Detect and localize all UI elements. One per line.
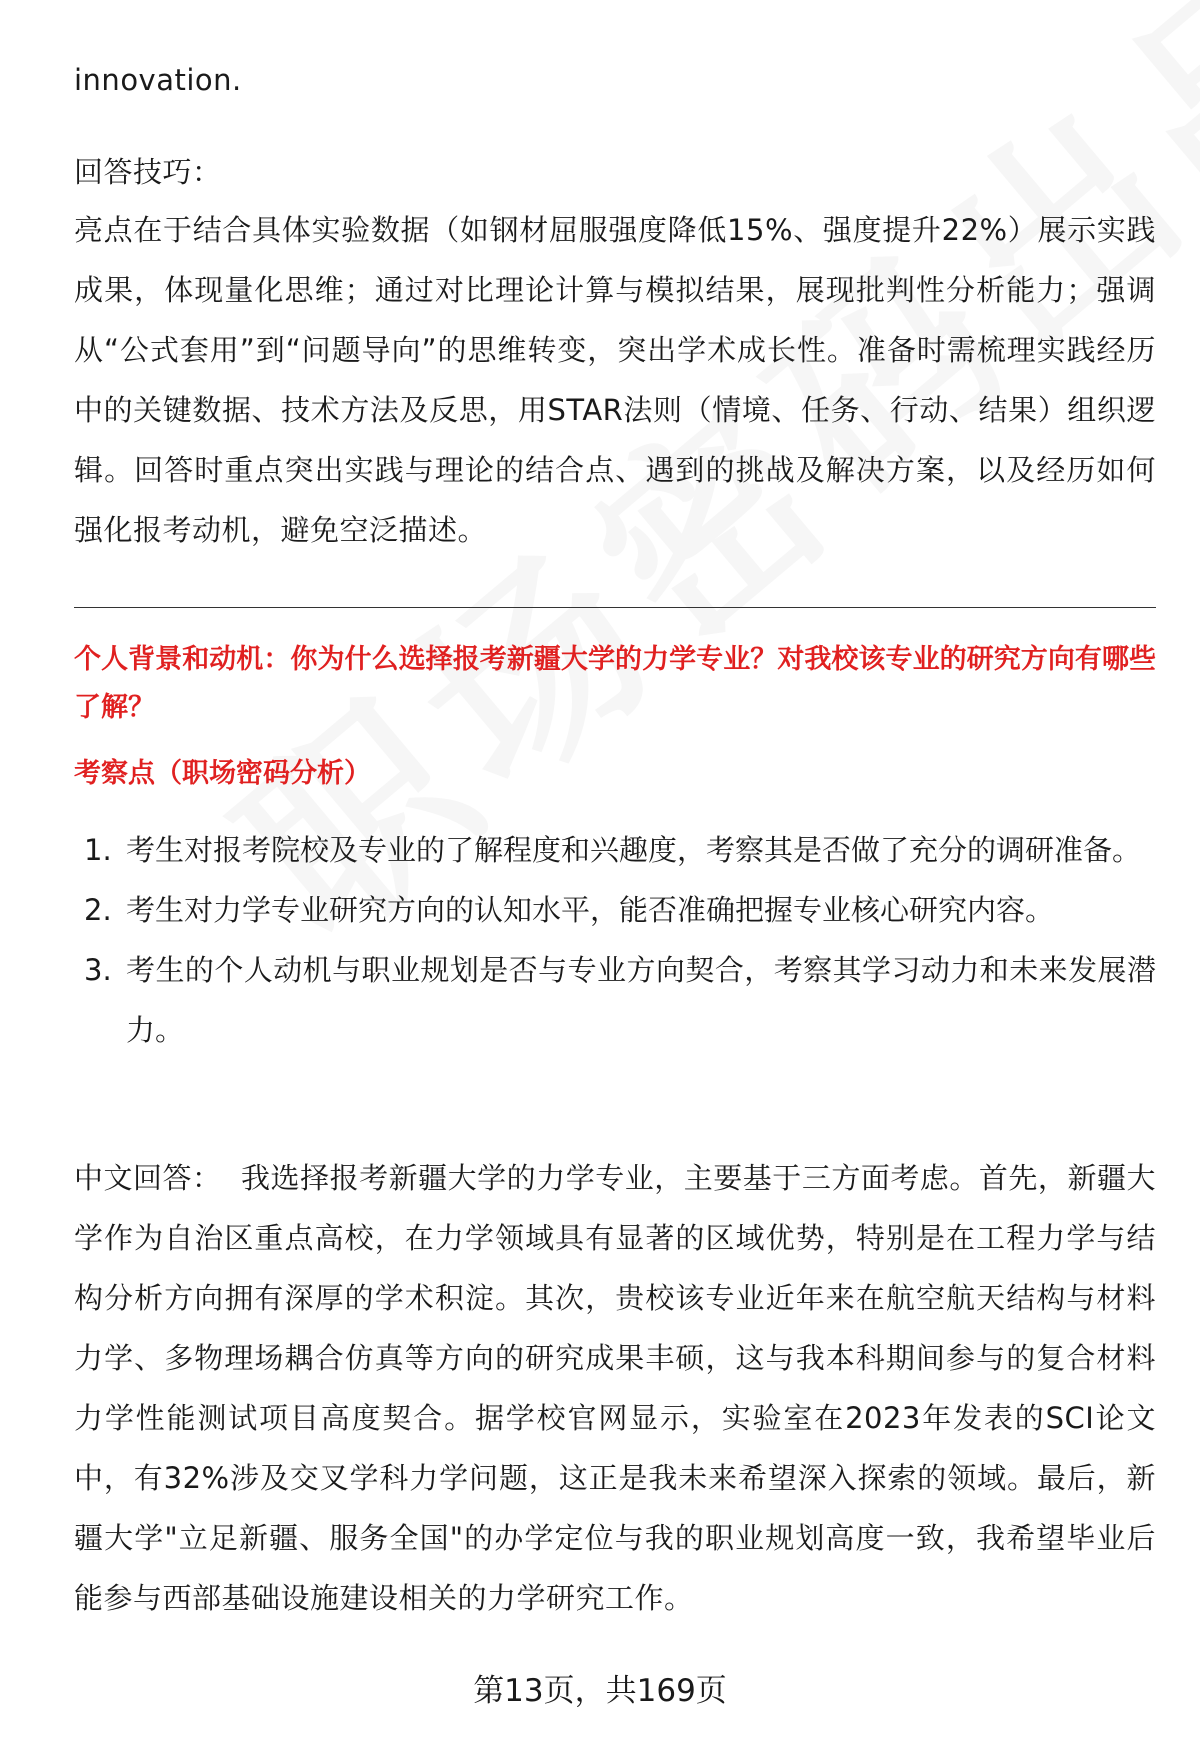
- page-number: 第13页，共169页: [473, 1673, 727, 1709]
- tips-body: 亮点在于结合具体实验数据（如钢材屈服强度降低15%、强度提升22%）展示实践成果，体现量化思维；通过对比理论计算与模拟结果，展现批判性分析能力；强调从“公式套用”到“问题导向”的思维转变，突出学术成长性。准备时需梳理实践经历中的关键数据、技术方法及反思，用STAR法则（情境、任务、行动、结果）组织逻辑。回答时重点突出实践与理论的结合点、遇到的挑战及解决方案，以及经历如何强化报考动机，避免空泛描述。: [74, 213, 1156, 547]
- assessment-list: [74, 820, 1156, 1060]
- tips-label: 回答技巧：: [74, 155, 222, 189]
- list-number: 2.: [84, 893, 112, 927]
- assessment-heading: 考察点（职场密码分析）: [74, 758, 371, 789]
- question-heading: 个人背景和动机：你为什么选择报考新疆大学的力学专业？对我校该专业的研究方向有哪些了解？: [74, 644, 1156, 723]
- list-item-text: 考生对报考院校及专业的了解程度和兴趣度，考察其是否做了充分的调研准备。: [126, 833, 1142, 867]
- list-item-text: 考生的个人动机与职业规划是否与专业方向契合，考察其学习动力和未来发展潜力。: [126, 953, 1156, 1047]
- answer-body: 我选择报考新疆大学的力学专业，主要基于三方面考虑。首先，新疆大学作为自治区重点高校，在力学领域具有显著的区域优势，特别是在工程力学与结构分析方向拥有深厚的学术积淀。其次，贵校该专业近年来在航空航天结构与材料力学、多物理场耦合仿真等方向的研究成果丰硕，这与我本科期间参与的复合材料力学性能测试项目高度契合。据学校官网显示，实验室在2023年发表的SCI论文中，有32%涉及交叉学科力学问题，这正是我未来希望深入探索的领域。最后，新疆大学"立足新疆、服务全国"的办学定位与我的职业规划高度一致，我希望毕业后能参与西部基础设施建设相关的力学研究工作。: [74, 1161, 1156, 1615]
- continued-text: innovation.: [74, 63, 242, 97]
- list-item: [74, 940, 1156, 1060]
- list-item-text: 考生对力学专业研究方向的认知水平，能否准确把握专业核心研究内容。: [126, 893, 1055, 927]
- answer-paragraph: [74, 1148, 1156, 1628]
- list-number: 1.: [84, 833, 112, 867]
- section-divider: [74, 607, 1156, 608]
- list-item: [74, 880, 1156, 940]
- answer-label: 中文回答：: [74, 1161, 222, 1195]
- list-item: [74, 820, 1156, 880]
- list-number: 3.: [84, 953, 112, 987]
